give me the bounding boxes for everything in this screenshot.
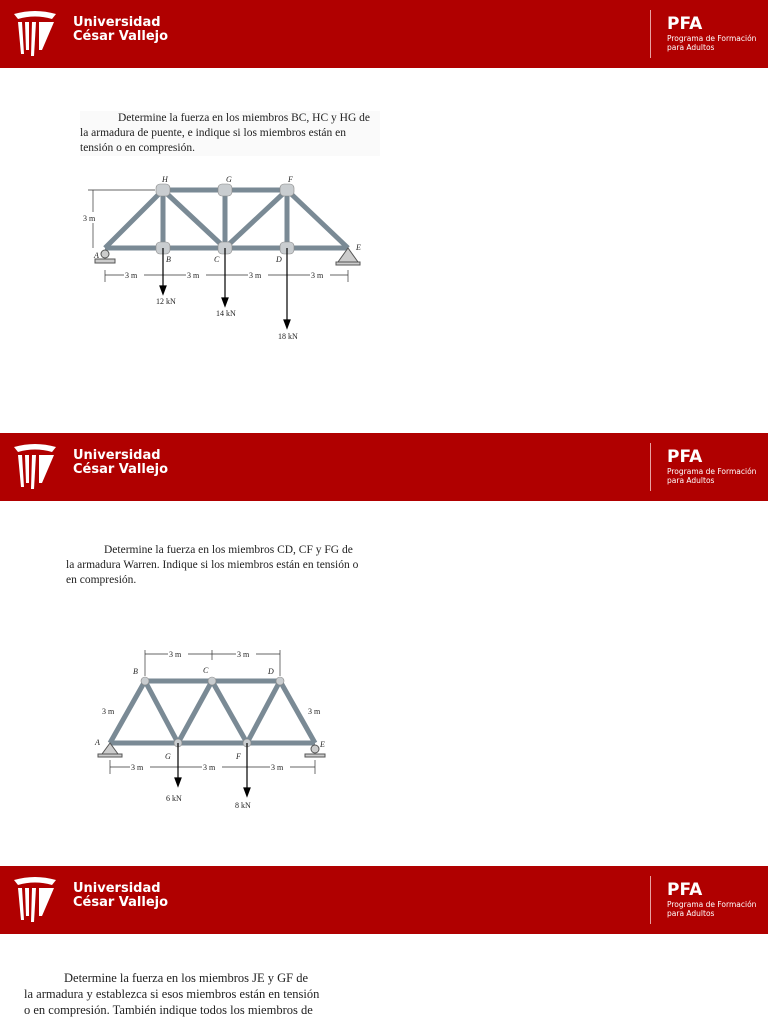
span-label-4: 3 m <box>311 271 324 280</box>
program-line-2: para Adultos <box>667 909 715 918</box>
node-label-g: G <box>165 752 171 761</box>
slide-1 <box>0 0 768 432</box>
university-name <box>73 16 168 44</box>
program-line-2: para Adultos <box>667 43 715 52</box>
header-bar <box>0 866 768 934</box>
top-span-label-1: 3 m <box>169 650 182 659</box>
header-bar <box>0 433 768 501</box>
load-label-14kn: 14 kN <box>216 309 236 318</box>
university-line-1: Universidad <box>73 448 161 463</box>
load-label-6kn: 6 kN <box>166 794 182 803</box>
problem-3-line-3: o en compresión. También indique todos los miembros de <box>24 1003 313 1017</box>
university-logo-icon <box>12 876 58 924</box>
top-span-label-2: 3 m <box>237 650 250 659</box>
node-label-b: B <box>133 667 138 676</box>
node-label-d: D <box>268 667 274 676</box>
node-label-f: F <box>288 175 293 184</box>
slide-3 <box>0 866 768 1024</box>
program-line-1: Programa de Formación <box>667 34 757 43</box>
load-label-12kn: 12 kN <box>156 297 176 306</box>
side-label-left: 3 m <box>102 707 115 716</box>
program-line-1: Programa de Formación <box>667 467 757 476</box>
problem-3-line-2: la armadura y establezca si esos miembros están en tensión <box>24 987 320 1001</box>
node-label-c: C <box>214 255 220 264</box>
university-line-1: Universidad <box>73 15 161 30</box>
load-label-8kn: 8 kN <box>235 801 251 810</box>
program-short: PFA <box>667 447 703 467</box>
program-block <box>667 880 756 918</box>
university-line-2: César Vallejo <box>73 462 169 477</box>
bottom-span-label-3: 3 m <box>271 763 284 772</box>
header-divider <box>650 443 651 491</box>
node-label-h: H <box>162 175 168 184</box>
header-bar <box>0 0 768 68</box>
node-label-b: B <box>166 255 171 264</box>
span-label-2: 3 m <box>187 271 200 280</box>
university-logo-icon <box>12 10 58 58</box>
span-label-1: 3 m <box>125 271 138 280</box>
problem-3-text <box>24 970 364 1018</box>
height-label: 3 m <box>83 214 96 223</box>
warren-truss-figure <box>90 646 350 811</box>
program-line-2: para Adultos <box>667 476 715 485</box>
program-short: PFA <box>667 14 703 34</box>
university-line-2: César Vallejo <box>73 895 169 910</box>
header-divider <box>650 10 651 58</box>
node-label-d: D <box>276 255 282 264</box>
program-block <box>667 14 756 52</box>
load-label-18kn: 18 kN <box>278 332 298 341</box>
program-block <box>667 447 756 485</box>
slide-2 <box>0 433 768 865</box>
university-name <box>73 449 168 477</box>
node-label-e: E <box>356 243 361 252</box>
university-line-2: César Vallejo <box>73 29 169 44</box>
problem-3-line-1: Determine la fuerza en los miembros JE y GF de <box>64 971 309 985</box>
node-label-a: A <box>94 251 99 260</box>
bottom-span-label-2: 3 m <box>203 763 216 772</box>
bridge-truss-figure <box>80 170 390 345</box>
university-name <box>73 882 168 910</box>
program-line-1: Programa de Formación <box>667 900 757 909</box>
header-divider <box>650 876 651 924</box>
node-label-e: E <box>320 740 325 749</box>
node-label-f: F <box>236 752 241 761</box>
university-logo-icon <box>12 443 58 491</box>
bottom-span-label-1: 3 m <box>131 763 144 772</box>
node-label-g: G <box>226 175 232 184</box>
problem-2-text: Determine la fuerza en los miembros CD, CF y FG de la armadura Warren. Indique si los miembros están en tensión o en compresión. <box>66 544 359 586</box>
program-short: PFA <box>667 880 703 900</box>
span-label-3: 3 m <box>249 271 262 280</box>
node-label-a: A <box>95 738 100 747</box>
node-label-c: C <box>203 666 209 675</box>
university-line-1: Universidad <box>73 881 161 896</box>
problem-1-text: Determine la fuerza en los miembros BC, HC y HG de la armadura de puente, e indique si los miembros están en tensión o en compresión. <box>80 111 380 156</box>
side-label-right: 3 m <box>308 707 321 716</box>
